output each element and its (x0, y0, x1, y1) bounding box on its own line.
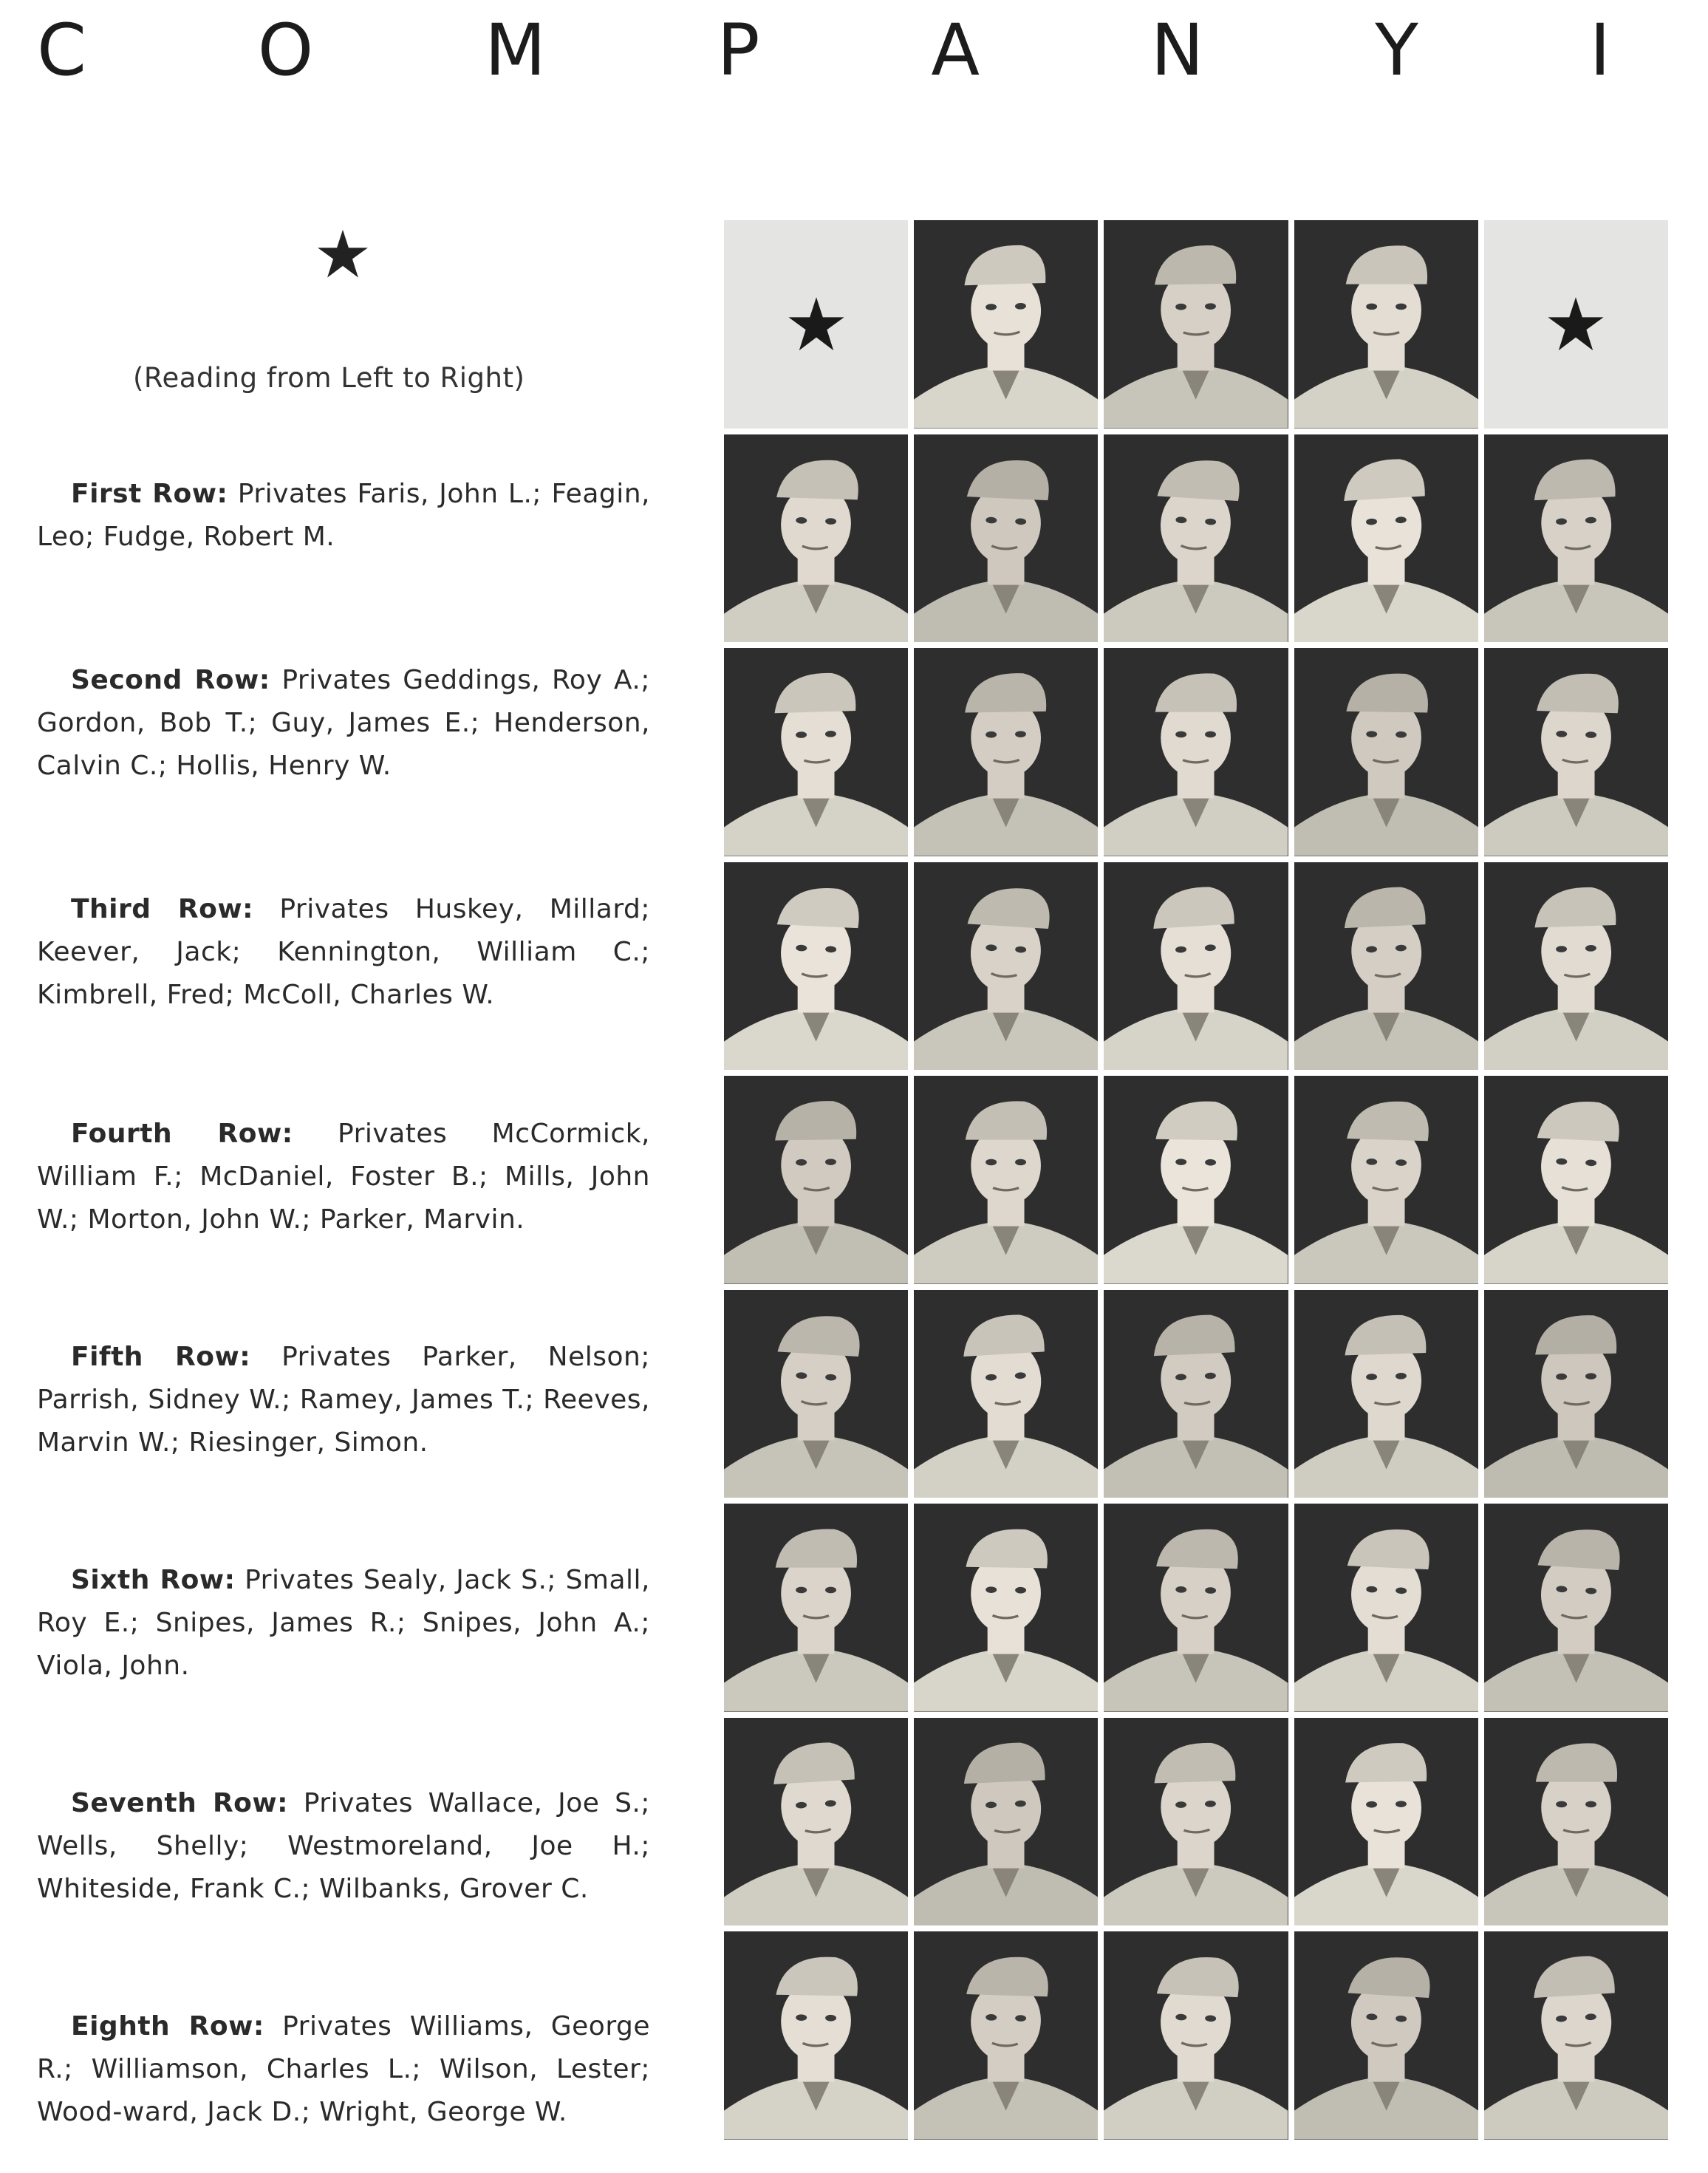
row-names: Privates Faris, John L.; Feagin, Leo; Fudge, Robert M. (37, 479, 651, 552)
row-label: Third Row: (71, 894, 254, 924)
soldier-portrait (724, 1076, 908, 1284)
soldier-portrait (1484, 1504, 1668, 1712)
soldier-portrait (914, 220, 1098, 429)
soldier-portrait (914, 648, 1098, 856)
soldier-portrait (724, 1718, 908, 1926)
row-label: Eighth Row: (71, 2011, 264, 2041)
row-caption-2 (37, 659, 650, 788)
title-letter: Y (1375, 9, 1418, 92)
soldier-portrait (914, 1290, 1098, 1498)
soldier-portrait (1294, 1718, 1478, 1926)
row-caption-6 (37, 1559, 650, 1688)
soldier-portrait (1104, 862, 1288, 1071)
soldier-portrait (1294, 648, 1478, 856)
soldier-portrait (724, 1290, 908, 1498)
page-title (37, 9, 1610, 92)
title-letter: N (1150, 9, 1204, 92)
soldier-portrait (1104, 1076, 1288, 1284)
star-icon (1546, 295, 1605, 354)
title-letter: M (485, 9, 546, 92)
soldier-portrait (1484, 434, 1668, 643)
star-panel (1484, 220, 1668, 429)
soldier-portrait (1104, 648, 1288, 856)
row-caption-8 (37, 2005, 650, 2134)
soldier-portrait (1104, 1718, 1288, 1926)
soldier-portrait (1484, 862, 1668, 1071)
soldier-portrait (1484, 1290, 1668, 1498)
row-label: Seventh Row: (71, 1788, 289, 1818)
soldier-portrait (1104, 1931, 1288, 2140)
row-names: Privates Sealy, Jack S.; Small, Roy E.; Snipes, James R.; Snipes, John A.; Viola, John. (37, 1565, 650, 1681)
soldier-portrait (724, 1931, 908, 2140)
soldier-portrait (1294, 1076, 1478, 1284)
row-names: Privates Geddings, Roy A.; Gordon, Bob T.; Guy, James E.; Henderson, Calvin C.; Hollis, Henry W. (37, 665, 650, 781)
row-caption-7 (37, 1782, 650, 1911)
row-label: Sixth Row: (71, 1565, 236, 1595)
soldier-portrait (1294, 1290, 1478, 1498)
soldier-portrait (1484, 1718, 1668, 1926)
row-names: Privates Wallace, Joe S.; Wells, Shelly; Westmoreland, Joe H.; Whiteside, Frank C.; Wilbanks, Grover C. (37, 1788, 650, 1904)
soldier-portrait (724, 434, 908, 643)
soldier-portrait (914, 434, 1098, 643)
soldier-portrait (1104, 434, 1288, 643)
star-panel (724, 220, 908, 429)
star-icon (316, 228, 369, 281)
star-icon (787, 295, 846, 354)
soldier-portrait (724, 862, 908, 1071)
row-names: Privates Williams, George R.; Williamson, Charles L.; Wilson, Lester; Wood-ward, Jack D.; Wright, George W. (37, 2011, 650, 2127)
soldier-portrait (1294, 862, 1478, 1071)
soldier-portrait (914, 1076, 1098, 1284)
soldier-portrait (1484, 648, 1668, 856)
row-label: First Row: (71, 479, 228, 509)
title-letter: C (37, 9, 87, 92)
soldier-portrait (1294, 1504, 1478, 1712)
soldier-portrait (1294, 1931, 1478, 2140)
reading-note: (Reading from Left to Right) (133, 362, 525, 394)
soldier-portrait (1484, 1076, 1668, 1284)
soldier-portrait (914, 862, 1098, 1071)
photo-grid (724, 220, 1668, 2140)
row-label: Fourth Row: (71, 1119, 293, 1149)
row-caption-1 (37, 473, 650, 559)
title-letter: O (257, 9, 314, 92)
soldier-portrait (1484, 1931, 1668, 2140)
soldier-portrait (1294, 434, 1478, 643)
soldier-portrait (914, 1718, 1098, 1926)
row-caption-3 (37, 888, 650, 1017)
row-caption-4 (37, 1113, 650, 1241)
row-label: Second Row: (71, 665, 270, 695)
row-names: Privates McCormick, William F.; McDaniel, Foster B.; Mills, John W.; Morton, John W.; Parker, Marvin. (37, 1119, 650, 1235)
title-letter: A (931, 9, 980, 92)
soldier-portrait (914, 1931, 1098, 2140)
soldier-portrait (1104, 1504, 1288, 1712)
row-names: Privates Parker, Nelson; Parrish, Sidney W.; Ramey, James T.; Reeves, Marvin W.; Riesinger, Simon. (37, 1342, 650, 1458)
row-label: Fifth Row: (71, 1342, 251, 1372)
row-names: Privates Huskey, Millard; Keever, Jack; Kennington, William C.; Kimbrell, Fred; McColl, Charles W. (37, 894, 650, 1010)
soldier-portrait (724, 648, 908, 856)
soldier-portrait (1104, 220, 1288, 429)
title-letter: I (1589, 9, 1610, 92)
soldier-portrait (724, 1504, 908, 1712)
soldier-portrait (914, 1504, 1098, 1712)
title-letter: P (717, 9, 760, 92)
row-caption-5 (37, 1336, 650, 1464)
soldier-portrait (1294, 220, 1478, 429)
soldier-portrait (1104, 1290, 1288, 1498)
